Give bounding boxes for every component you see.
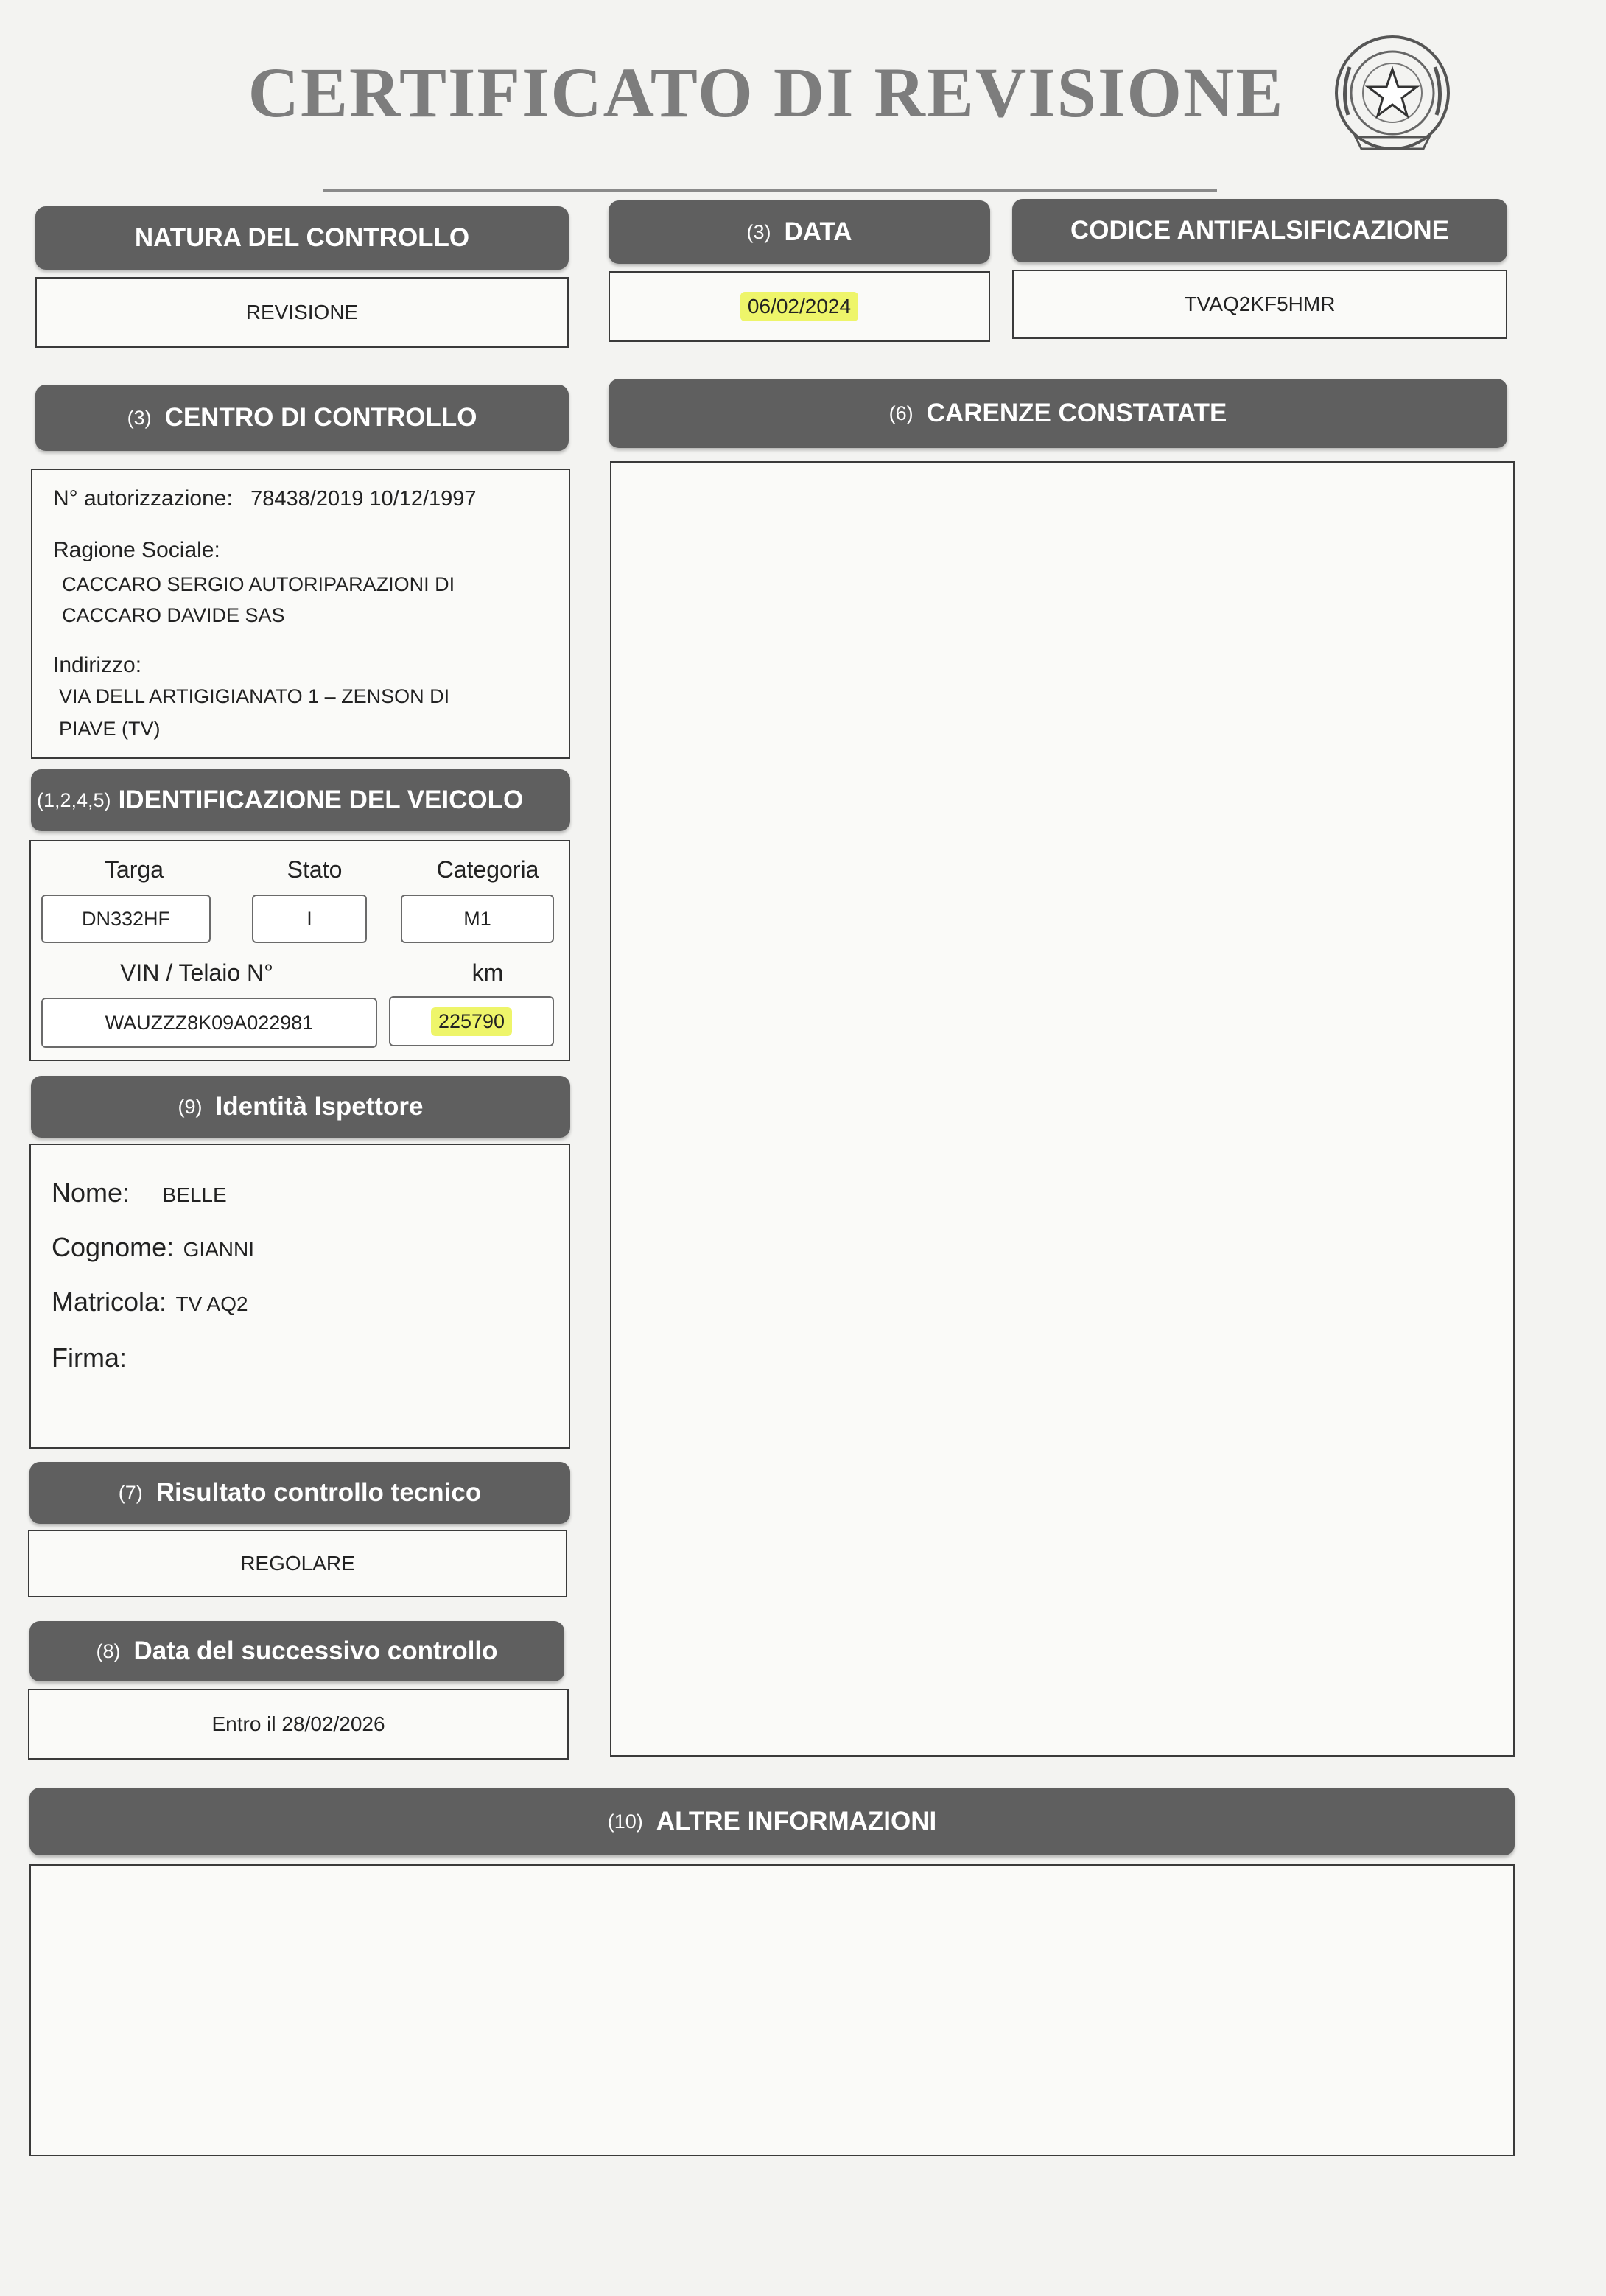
codice-value: TVAQ2KF5HMR [1184, 293, 1336, 315]
veicolo-box [29, 840, 570, 1061]
categoria-label: Categoria [436, 856, 539, 883]
stato-label: Stato [287, 856, 343, 883]
indirizzo-label: Indirizzo: [53, 653, 142, 677]
altre-box [29, 1864, 1515, 2156]
matricola-label: Matricola: [52, 1287, 167, 1317]
altre-header: (10) ALTRE INFORMAZIONI [29, 1788, 1515, 1855]
data-value: 06/02/2024 [740, 292, 858, 321]
nome-value: BELLE [162, 1183, 227, 1206]
title-divider [323, 189, 1217, 192]
risultato-value: REGOLARE [240, 1552, 355, 1575]
successivo-value: Entro il 28/02/2026 [211, 1712, 385, 1735]
vin-field [41, 998, 377, 1048]
categoria-value: M1 [463, 907, 491, 930]
successivo-header: (8) Data del successivo controllo [29, 1621, 564, 1681]
ispettore-box [29, 1144, 570, 1449]
centro-box [31, 469, 570, 759]
codice-value-box [1012, 270, 1507, 339]
km-value: 225790 [431, 1007, 512, 1036]
targa-value: DN332HF [81, 907, 171, 930]
document-title: CERTIFICATO DI REVISIONE [248, 53, 1285, 132]
stato-value: I [306, 907, 312, 930]
vin-value: WAUZZZ8K09A022981 [105, 1011, 314, 1034]
repubblica-emblem-icon [1326, 27, 1459, 159]
data-value-box [609, 271, 990, 342]
indirizzo-line1: VIA DELL ARTIGIGIANATO 1 – ZENSON DI [59, 685, 450, 707]
nome-label: Nome: [52, 1177, 130, 1208]
carenze-box [610, 461, 1515, 1757]
km-label: km [471, 959, 504, 986]
km-field [389, 996, 554, 1046]
ragione-label: Ragione Sociale: [53, 538, 220, 562]
indirizzo-line2: PIAVE (TV) [59, 718, 161, 740]
codice-header: CODICE ANTIFALSIFICAZIONE [1012, 199, 1507, 262]
autorizzazione-value: 78438/2019 10/12/1997 [250, 487, 477, 511]
risultato-box [28, 1530, 567, 1597]
natura-value-box [35, 277, 569, 348]
categoria-field [401, 895, 554, 943]
natura-header: NATURA DEL CONTROLLO [35, 206, 569, 270]
centro-header: (3) CENTRO DI CONTROLLO [35, 385, 569, 451]
data-header: (3) DATA [609, 200, 990, 264]
autorizzazione-label: N° autorizzazione: [53, 486, 233, 511]
ispettore-header: (9) Identità Ispettore [31, 1076, 570, 1138]
targa-field [41, 895, 211, 943]
cognome-label: Cognome: [52, 1232, 175, 1262]
risultato-header: (7) Risultato controllo tecnico [29, 1462, 570, 1524]
ragione-line1: CACCARO SERGIO AUTORIPARAZIONI DI [62, 573, 455, 595]
cognome-value: GIANNI [183, 1238, 255, 1261]
carenze-header: (6) CARENZE CONSTATATE [609, 379, 1507, 448]
ragione-line2: CACCARO DAVIDE SAS [62, 604, 285, 626]
stato-field [252, 895, 367, 943]
successivo-box [28, 1689, 569, 1760]
targa-label: Targa [104, 856, 164, 883]
veicolo-header: (1,2,4,5) IDENTIFICAZIONE DEL VEICOLO [31, 769, 570, 831]
vin-label: VIN / Telaio N° [120, 959, 273, 986]
natura-value: REVISIONE [245, 301, 359, 323]
matricola-value: TV AQ2 [175, 1292, 248, 1315]
firma-label: Firma: [52, 1343, 127, 1373]
